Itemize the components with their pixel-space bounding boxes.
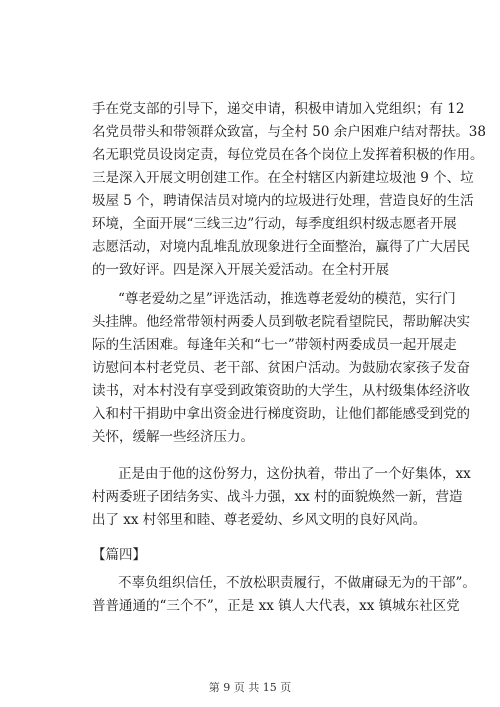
- body-text-line: “尊老爱幼之星”评选活动，推选尊老爱幼的模范，实行门: [118, 291, 456, 307]
- body-text-line: 不辜负组织信任，不放松职责履行，不做庸碌无为的干部”。: [118, 575, 476, 591]
- body-text-line: 环境，全面开展“三线三边”行动，每季度组织村级志愿者开展: [92, 216, 457, 232]
- body-text-line: 名党员带头和带领群众致富，与全村 50 余户困难户结对帮扶。38: [92, 124, 486, 140]
- body-text-line: 读书，对本村没有享受到政策资助的大学生，从村级集体经济收: [92, 383, 470, 399]
- body-text-line: 圾屋 5 个，聘请保洁员对境内的垃圾进行处理，营造良好的生活: [92, 193, 474, 209]
- body-text-line: 入和村干捐助中拿出资金进行梯度资助，让他们都能感受到党的: [92, 406, 470, 422]
- body-text-line: 志愿活动，对境内乱堆乱放现象进行全面整治，赢得了广大居民: [92, 239, 470, 255]
- body-text-line: 出了 xx 村邻里和睦、尊老爱幼、乡风文明的良好风尚。: [92, 512, 427, 528]
- body-text-line: 村两委班子团结务实、战斗力强，xx 村的面貌焕然一新，营造: [92, 489, 463, 505]
- body-text-line: 的一致好评。四是深入开展关爱活动。在全村开展: [92, 262, 389, 278]
- body-text-line: 关怀，缓解一些经济压力。: [92, 429, 254, 445]
- body-text-line: 普普通通的“三个不”，正是 xx 镇人大代表，xx 镇城东社区党: [92, 598, 460, 614]
- body-text-line: 头挂牌。他经常带领村两委人员到敬老院看望院民，帮助解决实: [92, 314, 470, 330]
- section-heading: 【篇四】: [92, 547, 146, 563]
- body-text-line: 手在党支部的引导下，递交申请，积极申请加入党组织；有 12: [92, 101, 465, 117]
- body-text-line: 访慰问本村老党员、老干部、贫困户活动。为鼓励农家孩子发奋: [92, 360, 470, 376]
- body-text-line: 正是由于他的这份努力，这份执着，带出了一个好集体，xx: [118, 466, 471, 482]
- body-text-line: 名无职党员设岗定责，每位党员在各个岗位上发挥着积极的作用。: [92, 147, 484, 163]
- body-text-line: 三是深入开展文明创建工作。在全村辖区内新建垃圾池 9 个、垃: [92, 170, 474, 186]
- body-text-line: 际的生活困难。每逢年关和“七一”带领村两委成员一起开展走: [92, 337, 457, 353]
- page-footer: 第 9 页 共 15 页: [208, 681, 292, 694]
